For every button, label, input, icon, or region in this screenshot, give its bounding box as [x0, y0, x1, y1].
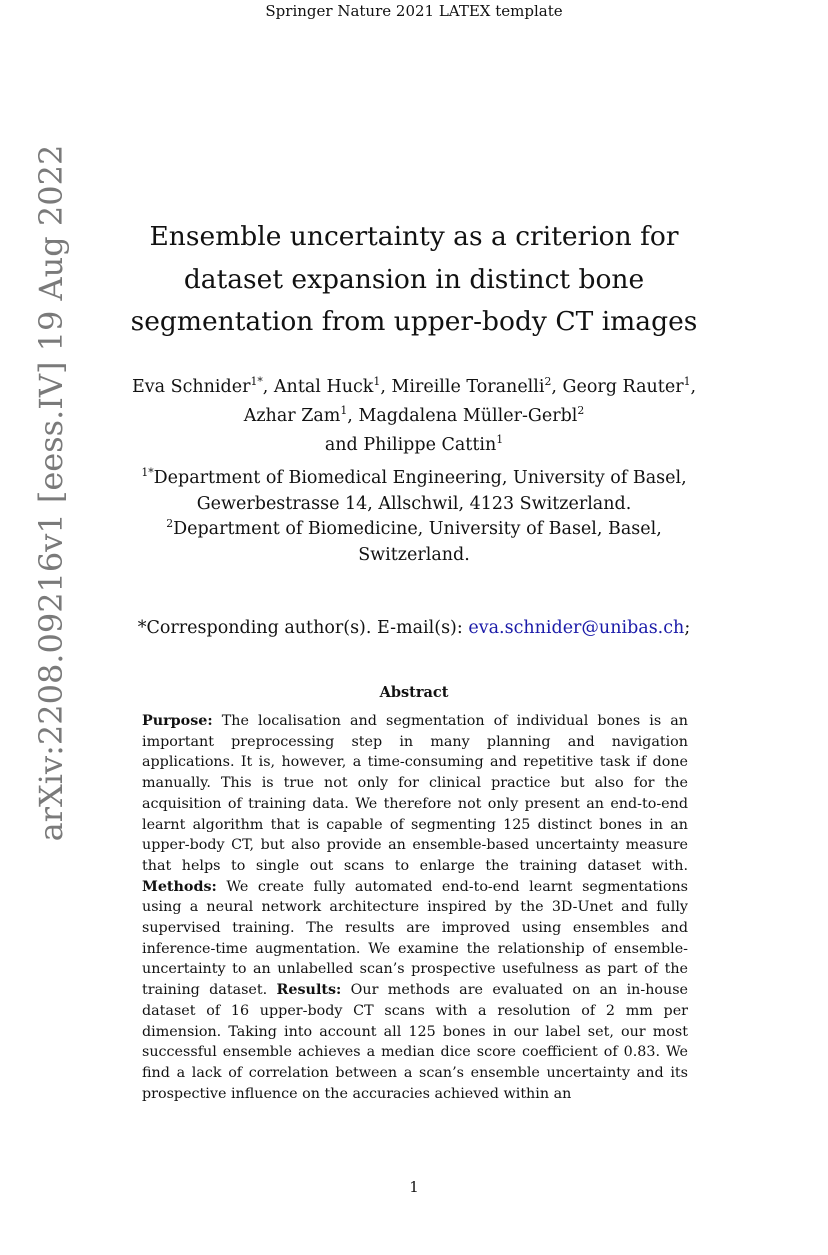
affiliation: $^2$Department of Biomedicine, University of Basel, Basel, Switzerland. [166, 516, 662, 565]
author: Antal Huck$^1$ [273, 374, 381, 397]
running-head: Springer Nature 2021 LATEX template [265, 2, 563, 20]
author: Philippe Cattin$^1$ [363, 432, 504, 455]
paper-title: Ensemble uncertainty as a criterion for dataset expansion in distinct bone segmentation from upper-body CT images [130, 221, 698, 337]
email-link[interactable]: eva.schnider@unibas.ch [468, 618, 685, 638]
corresponding-author: *Corresponding author(s). E-mail(s): eva.schnider@unibas.ch; [137, 618, 691, 638]
methods-label: Methods: [142, 878, 217, 895]
author: Azhar Zam$^1$ [243, 403, 348, 426]
arxiv-stamp-text: arXiv:2208.09216v1 [eess.IV] 19 Aug 2022 [32, 144, 70, 842]
affiliation: $^{1*}$Department of Biomedical Engineering, University of Basel, Gewerbestrasse 14, Allschwil, 4123 Switzerland. [141, 465, 687, 514]
results-text: Our methods are evaluated on an in-house dataset of 16 upper-body CT scans with a resolution of 2 mm per dimension. Taking into account all 125 bones in our label set, our most successful ensemble achieves a median dice score coefficient of 0.83. We find a lack of correlation between a scan’s ensemble uncertainty and its prospective influence on the accuracies achieved within an [142, 982, 689, 1102]
results-label: Results: [276, 982, 342, 999]
author: Mireille Toranelli$^2$ [391, 374, 552, 397]
affiliations [120, 466, 708, 568]
abstract-body [142, 711, 688, 1104]
page-number: 1 [409, 1178, 419, 1196]
author: Eva Schnider$^{1*}$ [131, 374, 263, 397]
purpose-text: The localisation and segmentation of individual bones is an important preprocessing step in many planning and navigation applications. It is, however, a time-consuming and repetitive task if done manually. This is true not only for clinical practice but also for the acquisition of training data. We therefore not only present an end-to-end learnt algorithm that is capable of segmenting 125 distinct bones in an upper-body CT, but also provide an ensemble-based uncertainty measure that helps to single out scans to enlarge the training dataset with. [142, 713, 688, 874]
arxiv-stamp [31, 144, 71, 842]
abstract-heading: Abstract [379, 684, 449, 701]
author: Georg Rauter$^1$ [562, 374, 691, 397]
author: Magdalena Müller-Gerbl$^2$ [358, 403, 585, 426]
author-list: Eva Schnider$^{1*}$, Antal Huck$^1$, Mireille Toranelli$^2$, Georg Rauter$^1$, Azhar Zam$^1$, Magdalena Müller-Gerbl$^2$ and Philippe Cattin$^1$ [131, 374, 697, 455]
methods-text: We create fully automated end-to-end learnt segmentations using a neural network architecture inspired by the 3D-Unet and fully supervised training. The results are improved using ensembles and inference-time augmentation. We examine the relationship of ensemble-uncertainty to an unlabelled scan’s prospective usefulness as part of the training dataset. [142, 878, 688, 999]
purpose-label: Purpose: [142, 713, 213, 729]
